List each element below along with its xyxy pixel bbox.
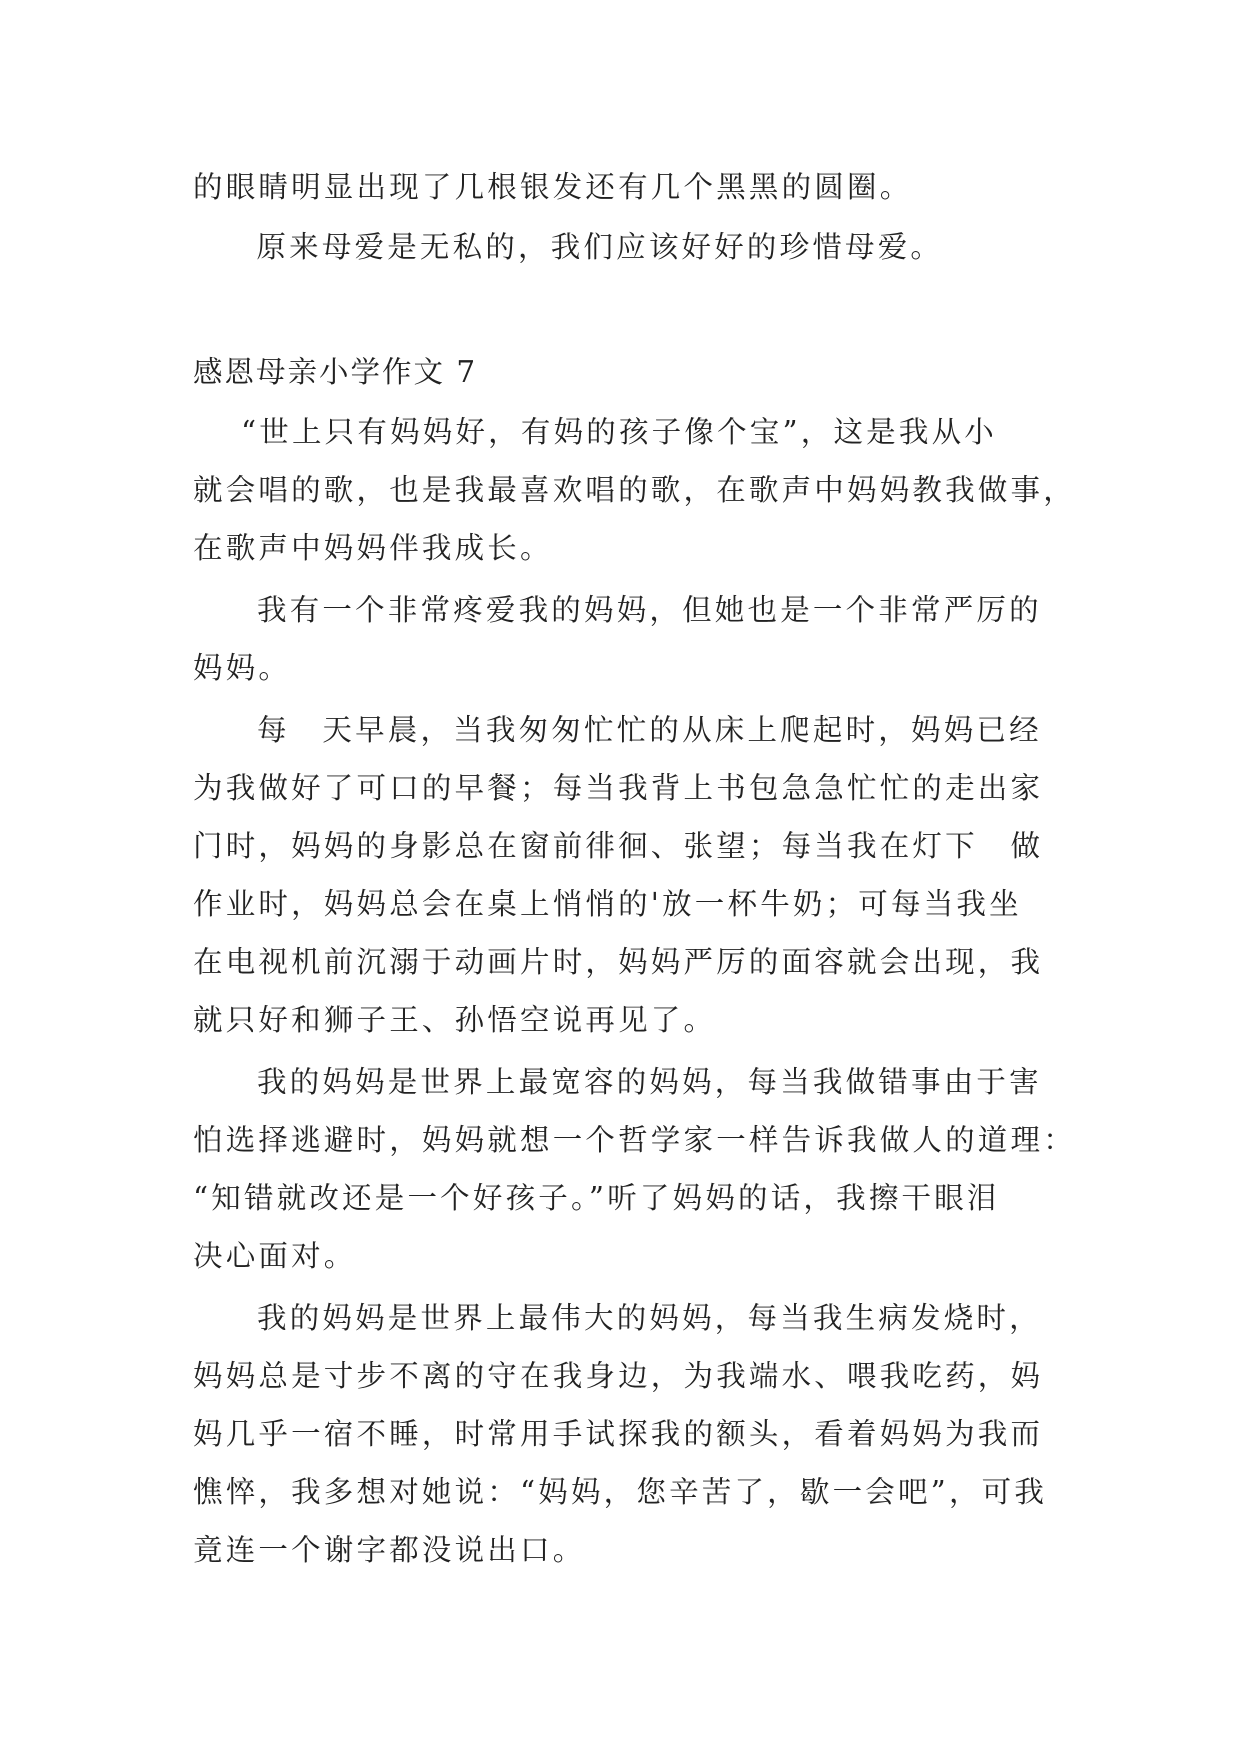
text-line: “知错就改还是一个好孩子。”听了妈妈的话，我擦干眼泪 (193, 1181, 1000, 1215)
paragraph-conclusion (193, 218, 1053, 276)
title-text: 感恩母亲小学作文 7 (193, 355, 478, 389)
text-line: 门时，妈妈的身影总在窗前徘徊、张望；每当我在灯下 做 (193, 829, 1044, 863)
text-line: 就会唱的歌，也是我最喜欢唱的歌，在歌声中妈妈教我做事， (193, 473, 1076, 507)
paragraph-daily (193, 701, 1053, 1049)
text-line: 作业时，妈妈总会在桌上悄悄的'放一杯牛奶；可每当我坐 (193, 887, 1022, 921)
text-line: 决心面对。 (193, 1239, 357, 1273)
text-line: 我有一个非常疼爱我的妈妈，但她也是一个非常严厉的 (257, 593, 1042, 627)
text-line: 妈妈总是寸步不离的守在我身边，为我端水、喂我吃药，妈 (193, 1359, 1044, 1393)
paragraph-song (193, 403, 1076, 577)
text-line: 妈几乎一宿不睡，时常用手试探我的额头，看着妈妈为我而 (193, 1417, 1044, 1451)
text-line: 憔悴，我多想对她说：“妈妈，您辛苦了，歇一会吧”，可我 (193, 1475, 1048, 1509)
text-line: 竟连一个谢字都没说出口。 (193, 1533, 586, 1567)
text-line: 原来母爱是无私的，我们应该好好的珍惜母爱。 (256, 230, 944, 264)
text-line: 在电视机前沉溺于动画片时，妈妈严厉的面容就会出现，我 (193, 945, 1044, 979)
paragraph-greatest (193, 1289, 1053, 1579)
paragraph-strict-mother (193, 581, 1053, 697)
paragraph-continuation (193, 158, 1053, 216)
text-line: 为我做好了可口的早餐；每当我背上书包急急忙忙的走出家 (193, 771, 1044, 805)
text-line: 我的妈妈是世界上最伟大的妈妈，每当我生病发烧时， (257, 1301, 1042, 1335)
text-line: 在歌声中妈妈伴我成长。 (193, 531, 553, 565)
text-line: 我的妈妈是世界上最宽容的妈妈，每当我做错事由于害 (257, 1065, 1042, 1099)
text-line: 就只好和狮子王、孙悟空说再见了。 (193, 1003, 717, 1037)
paragraph-tolerant (193, 1053, 1076, 1285)
text-line: 的眼睛明显出现了几根银发还有几个黑黑的圆圈。 (193, 170, 913, 204)
text-line: 妈妈。 (193, 651, 292, 685)
section-title (193, 343, 1053, 401)
text-line: “世上只有妈妈好，有妈的孩子像个宝”，这是我从小 (241, 415, 997, 449)
text-line: 每 天早晨，当我匆匆忙忙的从床上爬起时，妈妈已经 (257, 713, 1042, 747)
document-body (193, 158, 1076, 1579)
text-line: 怕选择逃避时，妈妈就想一个哲学家一样告诉我做人的道理： (193, 1123, 1076, 1157)
